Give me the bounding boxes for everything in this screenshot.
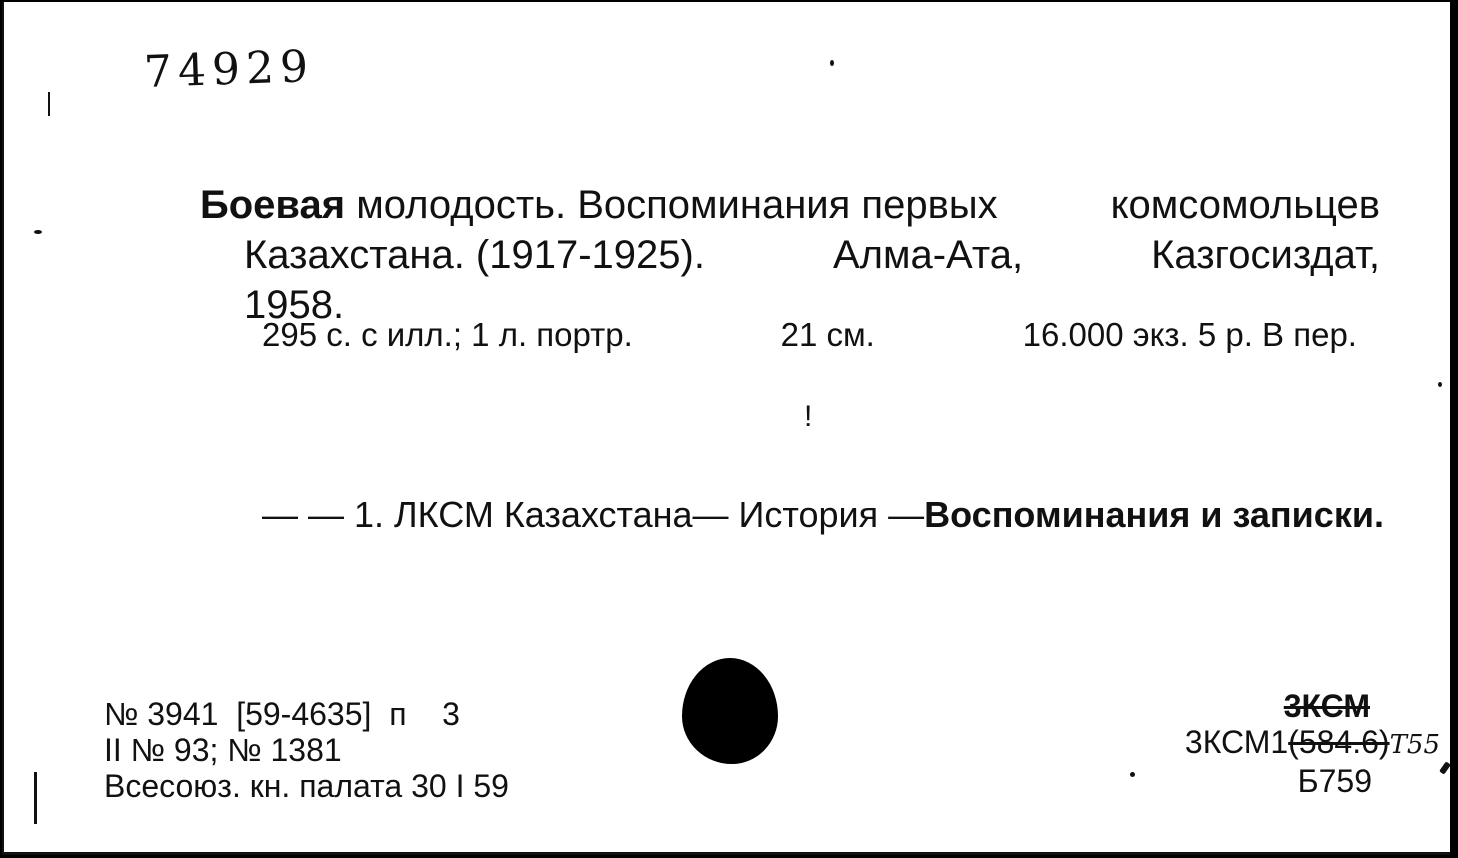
class-code-row <box>1094 724 1450 763</box>
catalog-card <box>2 2 1450 855</box>
crossed-class-code: 3КСМ <box>1283 688 1370 724</box>
registration-row-2: II № 93; № 1381 <box>104 732 342 768</box>
publication-place: Алма-Ата, <box>832 233 1024 277</box>
book-size: 21 см. <box>780 316 875 353</box>
title-block <box>200 180 1380 330</box>
tick-mark: ! <box>804 400 813 433</box>
author-mark: Б759 <box>1297 763 1372 799</box>
title-line-1-rest: молодость. Воспоминания первых <box>356 183 998 227</box>
publication-year: 1958. <box>244 283 345 327</box>
handwritten-code: Т55 <box>1389 730 1440 760</box>
title-line-2 <box>200 230 1380 280</box>
scan-speck <box>1130 772 1135 777</box>
copies-price: 16.000 экз. 5 р. В пер. <box>1022 316 1357 353</box>
edge-mark <box>34 772 37 824</box>
title-region: Казахстана. (1917-1925). <box>244 233 705 277</box>
subject-heading <box>262 494 1384 536</box>
registration-row-1: № 3941 [59-4635] п 3 <box>104 696 460 732</box>
handwritten-number: 74929 <box>143 41 315 98</box>
edge-mark <box>48 92 50 116</box>
title-line-1-end: комсомольцев <box>1110 183 1380 227</box>
page-count: 295 с. с илл.; 1 л. портр. <box>262 316 633 353</box>
subject-prefix: — — 1. <box>262 494 385 535</box>
title-line-1-left <box>200 180 998 230</box>
scan-speck <box>1438 382 1442 387</box>
class-code: 3КСМ1 <box>1184 724 1289 760</box>
classification-block <box>1094 688 1450 799</box>
old-class-code: (584.6) <box>1288 724 1390 760</box>
subject-subdivision: Воспоминания и записки. <box>924 494 1384 535</box>
punch-hole-mark <box>682 658 778 764</box>
registration-row-3: Всесоюз. кн. палата 30 I 59 <box>104 768 509 804</box>
publisher: Казгосиздат, <box>1151 233 1380 277</box>
registration-info <box>104 696 509 804</box>
title-line-1 <box>200 180 1380 230</box>
imprint-line <box>262 316 1357 354</box>
subject-topic: ЛКСМ Казахстана— История — <box>394 494 925 535</box>
title-lead: Боевая <box>200 183 346 227</box>
scan-speck <box>34 230 42 234</box>
scan-speck <box>830 60 834 66</box>
